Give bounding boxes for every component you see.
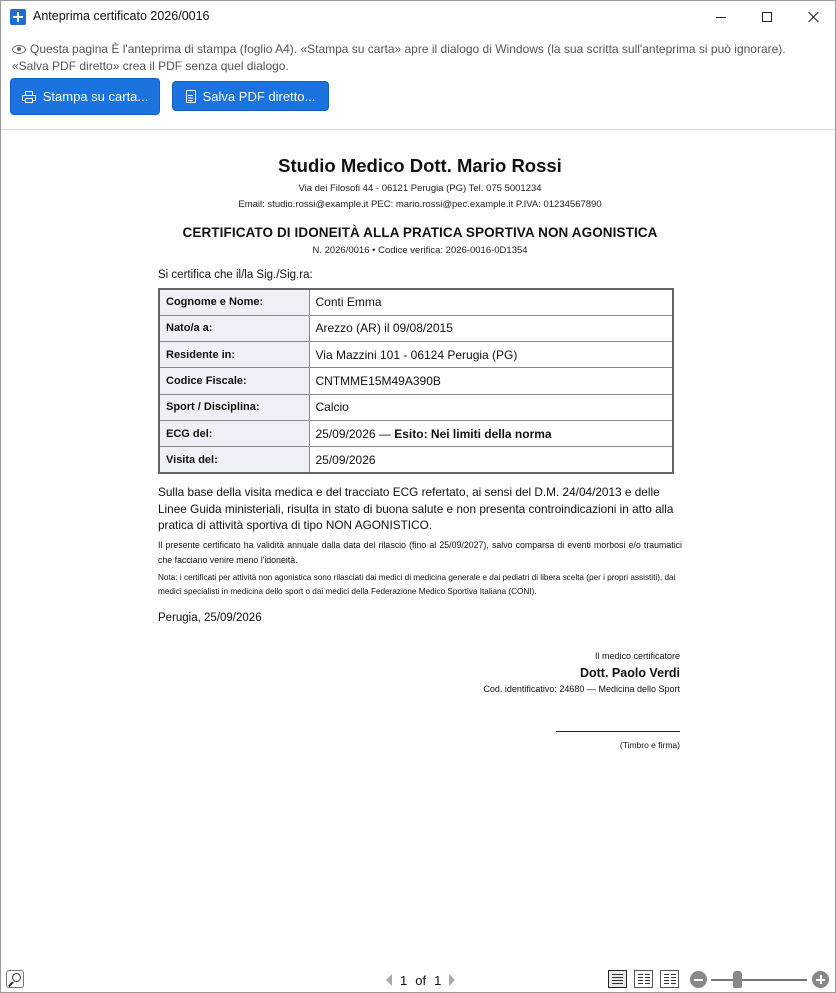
certificate-number: N. 2026/0016 • Codice verifica: 2026-0016-0D1354 [312, 245, 528, 256]
table-row [159, 420, 673, 446]
certificate-intro: Si certifica che il/la Sig./Sig.ra: [158, 269, 313, 281]
save-pdf-button[interactable] [172, 81, 329, 111]
row-value: Calcio [309, 394, 673, 420]
place-date: Perugia, 25/09/2026 [158, 611, 262, 624]
certificate-body: Sulla base della visita medica e del tracciato ECG refertato, ai sensi del D.M. 24/04/2013 e delle Linee Guida ministeriali, risulta in stato di buona salute e non presenta controindicazioni in atto alla pratica di attività sportiva di tipo NON AGONISTICO. [158, 485, 674, 533]
signature-line [556, 731, 680, 732]
eye-icon [12, 45, 26, 54]
note-text: Nota: i certificati per attività non agonistica sono rilasciati dai medici di medicina generale e dai pediatri di libera scelta (per i propri assistiti), dai medici specialisti in medicina dello sport o dai medici della Federazione Medico Sportiva Italiana (CONI). [158, 572, 676, 597]
table-row [159, 289, 673, 315]
zoom-slider-thumb[interactable] [733, 971, 742, 988]
row-label: Residente in: [159, 342, 309, 368]
row-label: ECG del: [159, 420, 309, 446]
studio-name: Studio Medico Dott. Mario Rossi [278, 155, 562, 176]
signature-block [448, 651, 680, 694]
table-row [159, 368, 673, 394]
row-value: CNTMME15M49A390B [309, 368, 673, 394]
print-button[interactable] [10, 78, 160, 115]
row-label: Visita del: [159, 447, 309, 473]
thumbnail-view-icon[interactable] [660, 970, 679, 988]
table-row [159, 447, 673, 473]
row-label: Sport / Disciplina: [159, 394, 309, 420]
row-label: Nato/a a: [159, 315, 309, 341]
minimize-button[interactable] [698, 1, 744, 33]
row-value: Arezzo (AR) il 09/08/2015 [309, 315, 673, 341]
certificate-title: CERTIFICATO DI IDONEITÀ ALLA PRATICA SPORTIVA NON AGONISTICA [182, 225, 658, 240]
preview-notice [12, 41, 822, 74]
row-value: Via Mazzini 101 - 06124 Perugia (PG) [309, 342, 673, 368]
page-current: 1 [400, 972, 408, 988]
document-icon [186, 90, 196, 103]
divider [1, 129, 835, 130]
printer-icon [22, 91, 36, 103]
table-row [159, 394, 673, 420]
zoom-in-icon[interactable] [812, 971, 829, 988]
row-value: 25/09/2026 [309, 447, 673, 473]
signer-name: Dott. Paolo Verdi [579, 666, 680, 680]
page-of-label: of [415, 972, 427, 988]
row-value-ecg [309, 420, 673, 446]
studio-contacts: Email: studio.rossi@example.it PEC: mario.rossi@pec.example.it P.IVA: 01234567890 [238, 199, 602, 210]
print-button-label: Stampa su carta... [42, 89, 149, 104]
maximize-button[interactable] [744, 1, 790, 33]
minimize-icon [716, 17, 726, 18]
patient-data-table [158, 288, 674, 474]
signer-code: Cod. identificativo: 24680 — Medicina dello Sport [483, 684, 680, 694]
ecg-outcome: Esito: Nei limiti della norma [394, 426, 552, 441]
app-icon [10, 9, 26, 25]
next-page-icon[interactable] [449, 974, 455, 986]
table-row [159, 315, 673, 341]
save-pdf-button-label: Salva PDF diretto... [202, 88, 316, 104]
certificate-page [158, 151, 682, 750]
page-total: 1 [434, 972, 442, 988]
close-button[interactable] [790, 1, 836, 33]
previous-page-icon[interactable] [386, 974, 392, 986]
magnifier-icon[interactable] [6, 970, 24, 988]
zoom-slider[interactable] [711, 979, 807, 981]
page-navigator [386, 972, 455, 988]
notice-text: Questa pagina È l'anteprima di stampa (foglio A4). «Stampa su carta» apre il dialogo di Windows (la sua scritta sull'anteprima si può ignorare). «Salva PDF diretto» crea il PDF senza quel dialogo. [12, 42, 786, 73]
close-icon [807, 11, 819, 23]
table-row [159, 342, 673, 368]
title-bar [1, 1, 835, 33]
signer-role: Il medico certificatore [594, 651, 680, 661]
zoom-out-icon[interactable] [690, 971, 707, 988]
ecg-separator: — [375, 426, 395, 441]
single-page-view-icon[interactable] [608, 970, 627, 988]
validity-text: Il presente certificato ha validità annuale dalla data del rilascio (fino al 25/09/2027), salvo comparsa di eventi morbosi e/o traumatici che facciano venire meno l'idoneità. [158, 539, 682, 565]
two-page-view-icon[interactable] [634, 970, 653, 988]
ecg-date: 25/09/2026 [315, 426, 376, 441]
row-label: Codice Fiscale: [159, 368, 309, 394]
row-label: Cognome e Nome: [159, 289, 309, 315]
window-title: Anteprima certificato 2026/0016 [33, 9, 210, 23]
row-value: Conti Emma [309, 289, 673, 315]
studio-address: Via dei Filosofi 44 - 06121 Perugia (PG) Tel. 075 5001234 [298, 183, 542, 194]
stamp-label: (Timbro e firma) [619, 740, 680, 750]
maximize-icon [762, 12, 772, 22]
